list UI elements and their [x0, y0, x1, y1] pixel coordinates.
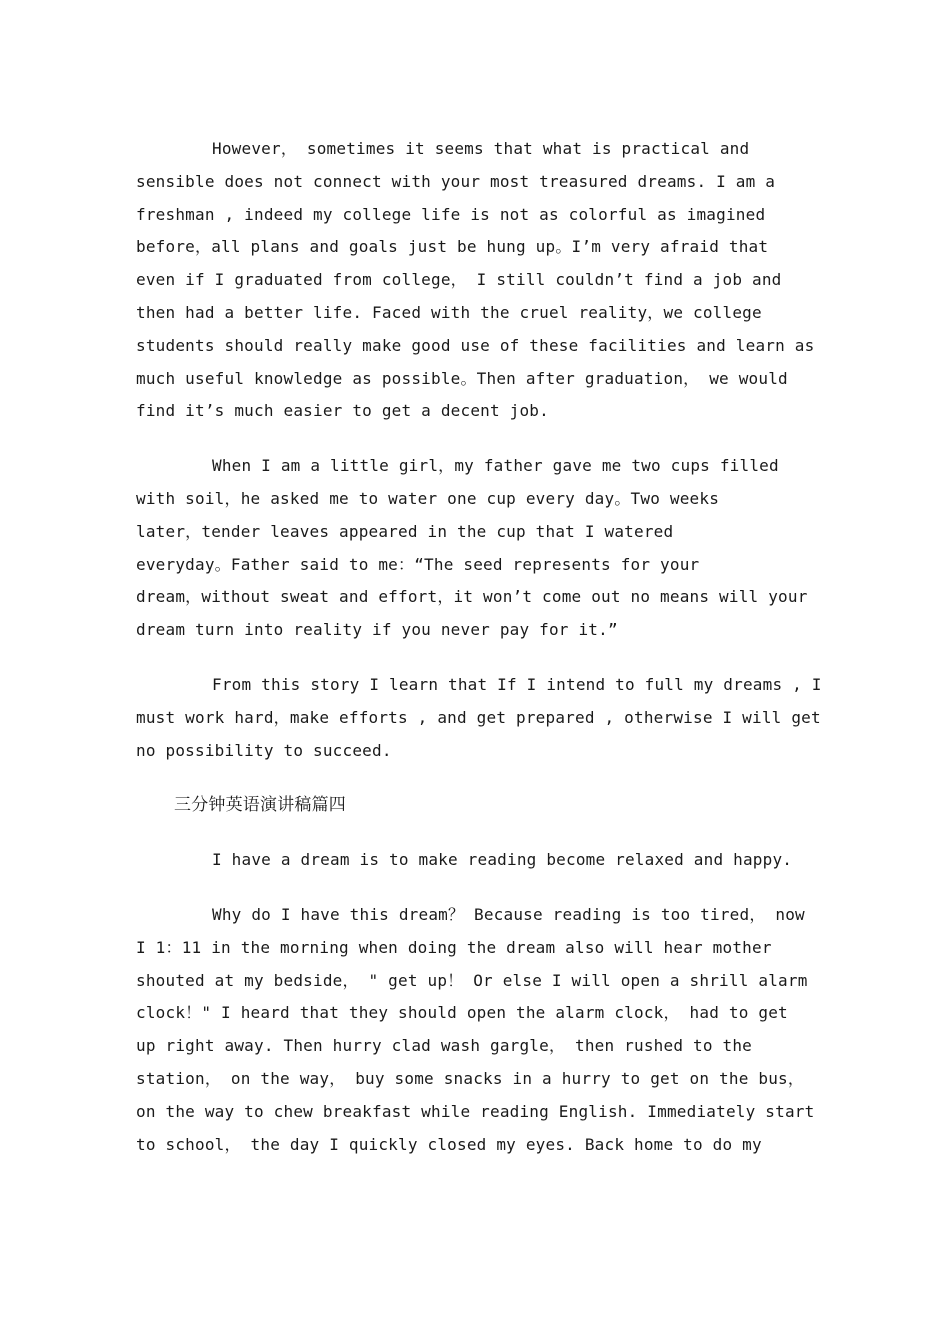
text-line: before，all plans and goals just be hung up。I’m very afraid that: [136, 237, 769, 257]
document-body: [136, 133, 822, 1183]
text-line: then had a better life. Faced with the cruel reality，we college: [136, 302, 762, 322]
text-line: Why do I have this dream？ Because reading is too tired， now: [212, 904, 805, 924]
paragraph-story-lesson: [136, 669, 822, 767]
paragraph-why-dream: [136, 899, 816, 1161]
text-line: no possibility to succeed.: [136, 740, 392, 760]
text-line: to school， the day I quickly closed my eyes. Back home to do my: [136, 1134, 762, 1154]
text-line: even if I graduated from college， I still couldn’t find a job and: [136, 270, 782, 290]
paragraph-father-cups: [136, 450, 816, 647]
text-line: From this story I learn that If I intend to full my dreams , I: [212, 674, 822, 694]
text-line: later，tender leaves appeared in the cup that I watered: [136, 521, 674, 541]
text-line: must work hard，make efforts , and get prepared , otherwise I will get: [136, 707, 821, 727]
text-line: students should really make good use of these facilities and learn as: [136, 335, 815, 355]
text-line: station， on the way， buy some snacks in a hurry to get on the bus，: [136, 1068, 805, 1088]
text-line: up right away. Then hurry clad wash gargle， then rushed to the: [136, 1036, 753, 1056]
text-line: dream turn into reality if you never pay for it.”: [136, 620, 618, 640]
text-line: on the way to chew breakfast while reading English. Immediately start: [136, 1101, 815, 1121]
text-line: I 1：11 in the morning when doing the dream also will hear mother: [136, 937, 772, 957]
text-line: much useful knowledge as possible。Then after graduation， we would: [136, 368, 788, 388]
paragraph-practical-dreams: [136, 133, 816, 428]
text-line: I have a dream is to make reading become relaxed and happy.: [212, 850, 793, 870]
section-heading: 三分钟英语演讲稿篇四: [174, 795, 346, 816]
text-line: However， sometimes it seems that what is practical and: [212, 139, 750, 158]
text-line: sensible does not connect with your most treasured dreams. I am a: [136, 171, 776, 191]
text-line: with soil，he asked me to water one cup every day。Two weeks: [136, 488, 720, 508]
text-line: freshman , indeed my college life is not as colorful as imagined: [136, 204, 766, 224]
text-line: dream，without sweat and effort，it won’t come out no means will your: [136, 587, 808, 607]
text-line: everyday。Father said to me：“The seed represents for your: [136, 554, 700, 574]
text-line: find it’s much easier to get a decent job.: [136, 401, 549, 421]
text-line: When I am a little girl，my father gave me two cups filled: [212, 456, 779, 476]
paragraph-dream-statement: [136, 844, 816, 877]
text-line: shouted at my bedside， " get up！ Or else I will open a shrill alarm: [136, 970, 808, 990]
text-line: clock！" I heard that they should open the alarm clock， had to get: [136, 1003, 788, 1023]
